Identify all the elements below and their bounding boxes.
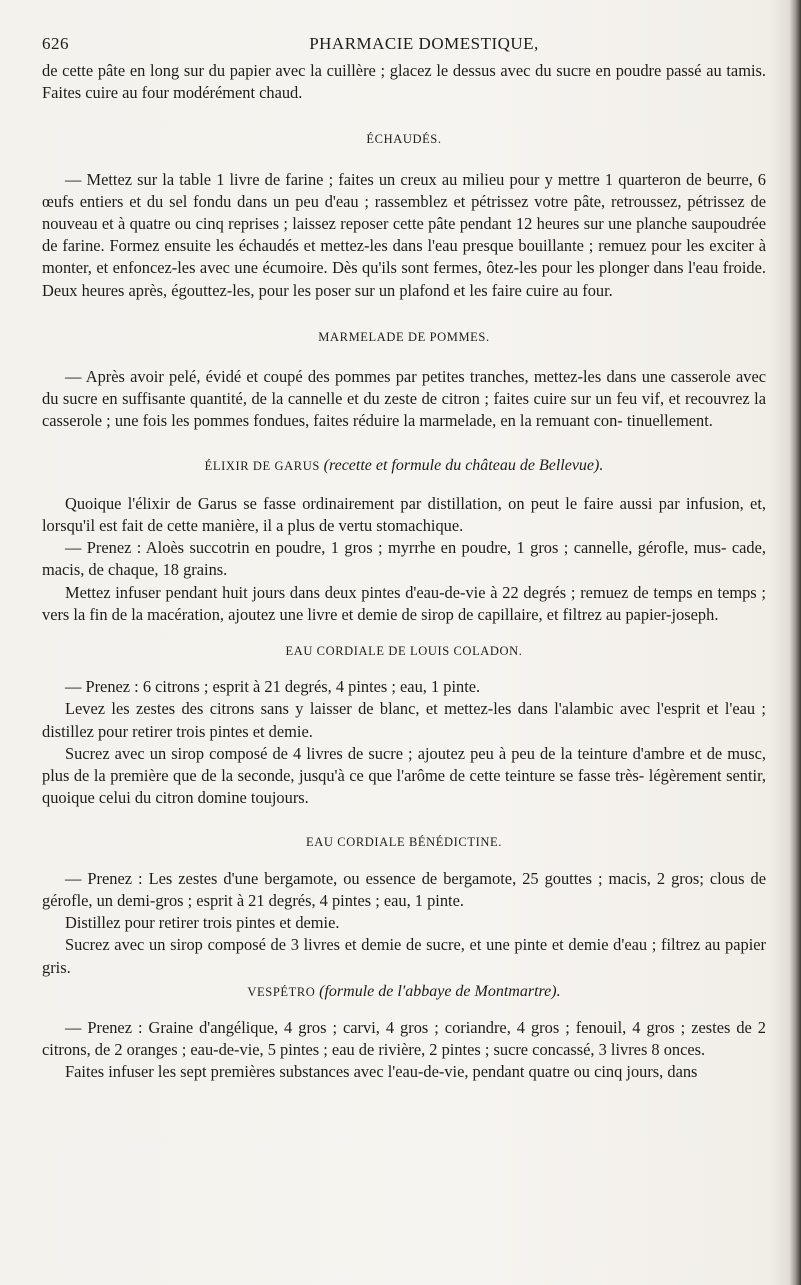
vespetro-paragraph-2: Faites infuser les sept premières substances avec l'eau-de-vie, pendant quatre ou cinq jours, dans [65,1062,698,1082]
echaudes-paragraph: — Mettez sur la table 1 livre de farine ; faites un creux au milieu pour y mettre 1 quarteron de beurre, 6 œufs entiers et du sel fondu dans un peu d'eau ; rassemblez et pétrissez votre pâte, retroussez, pétrissez de nouveau et à quatre ou cinq reprises ; laissez reposer cette pâte pendant 12 heures sur une planche saupoudrée de farine. Formez ensuite les échaudés et mettez-les dans l'eau presque bouillante ; remuez pour les exciter à monter, et enfoncez-les avec une écumoire. Dès qu'ils sont fermes, ôtez-les pour les plonger dans l'eau froide. Deux heures après, égouttez-les, pour les poser sur un plafond et les faire cuire au four. [42,169,766,300]
page-number: 626 [42,34,69,53]
coladon-paragraph-1: — Prenez : 6 citrons ; esprit à 21 degrés, 4 pintes ; eau, 1 pinte. [65,677,481,697]
text-line: au tamis. Faites cuire au four modérément chaud. [42,61,766,103]
page-header [42,34,766,60]
section-heading-vespetro: VESPÉTRO (formule de l'abbaye de Montmartre). [247,982,561,1000]
marmelade-paragraph: — Après avoir pelé, évidé et coupé des pommes par petites tranches, mettez-les dans une casserole avec du sucre en suffisante quantité, de la cannelle et du zeste de citron ; faites cuire sur un feu vif, et recouvrez la casserole ; une fois les pommes fondues, faites réduire la marmelade, en la remuant con- tinuellement. [42,367,766,431]
benedictine-paragraph-3: Sucrez avec un sirop composé de 3 livres et demie de sucre, et une pinte et demie d'eau ; filtrez au papier gris. [42,935,766,977]
benedictine-paragraph-2: Distillez pour retirer trois pintes et demie. [65,913,340,933]
page-content [42,34,766,1084]
running-title: PHARMACIE DOMESTIQUE, [309,34,539,53]
benedictine-paragraph-1: — Prenez : Les zestes d'une bergamote, ou essence de bergamote, 25 gouttes ; macis, 2 gros; clous de gérofle, un demi-gros ; esprit à 21 degrés, 4 pintes ; eau, 1 pinte. [42,868,766,910]
section-heading-echaudes: ÉCHAUDÉS. [366,132,442,147]
coladon-paragraph-2: Levez les zestes des citrons sans y laisser de blanc, et mettez-les dans l'alambic avec l'esprit et l'eau ; distillez pour retirer trois pintes et demie. [42,699,766,741]
section-heading-marmelade: MARMELADE DE POMMES. [318,329,490,344]
section-heading-coladon: EAU CORDIALE DE LOUIS COLADON. [285,644,523,659]
elixir-paragraph-2: — Prenez : Aloès succotrin en poudre, 1 gros ; myrrhe en poudre, 1 gros ; cannelle, gérofle, mus- cade, macis, de chaque, 18 grains. [42,538,766,580]
elixir-paragraph-1: Quoique l'élixir de Garus se fasse ordinairement par distillation, on peut le faire aussi par infusion, et, lorsqu'il est fait de cette manière, il a plus de vertu stomachique. [42,493,766,536]
intro-paragraph [42,60,766,104]
section-heading-benedictine: EAU CORDIALE BÉNÉDICTINE. [306,835,502,850]
section-heading-elixir: ÉLIXIR DE GARUS (recette et formule du château de Bellevue). [204,456,604,474]
text-line: de cette pâte en long sur du papier avec la cuillère ; glacez le dessus avec du sucre en poudre passé [42,61,702,80]
elixir-paragraph-3: Mettez infuser pendant huit jours dans deux pintes d'eau-de-vie à 22 degrés ; remuez de temps en temps ; vers la fin de la macération, ajoutez une livre et demie de sirop de capillaire, et filtrez au papier-joseph. [42,582,766,624]
coladon-paragraph-3: Sucrez avec un sirop composé de 4 livres de sucre ; ajoutez peu à peu de la teinture d'ambre et de musc, plus de la première que de la seconde, jusqu'à ce que l'arôme de cette teinture se fasse très- légèrement sentir, quoique celui du citron domine toujours. [42,743,766,808]
vespetro-paragraph-1: — Prenez : Graine d'angélique, 4 gros ; carvi, 4 gros ; coriandre, 4 gros ; fenouil, 4 gros ; zestes de 2 citrons, de 2 oranges ; eau-de-vie, 5 pintes ; eau de rivière, 2 pintes ; sucre concassé, 3 livres 8 onces. [42,1017,766,1060]
page-edge-shadow [789,0,801,1285]
